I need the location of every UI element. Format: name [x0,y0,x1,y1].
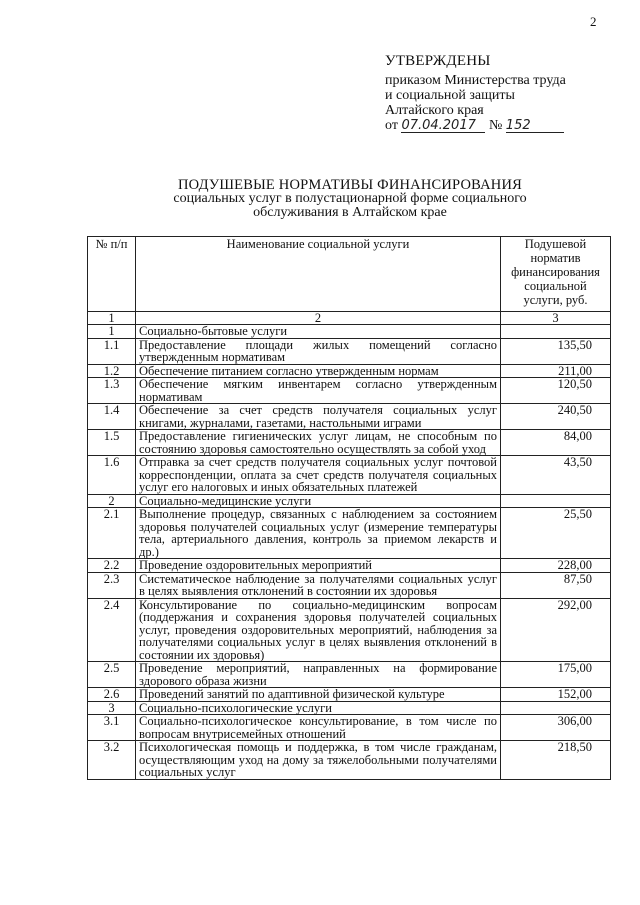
approval-line: приказом Министерства труда [385,73,566,88]
table-header-row [88,237,611,312]
section-row [88,325,611,339]
header-value: Подушевой норматив финансирования социальной услуги, руб. [501,237,611,312]
date-prefix: от [385,118,398,133]
row-service-name: Обеспечение питанием согласно утвержденным нормам [136,364,501,378]
row-norm-value: 84,00 [501,430,611,456]
table-index-row [88,312,611,325]
approval-stamp [385,54,566,133]
table-row [88,688,611,702]
header-num: № п/п [88,237,136,312]
norms-table [87,236,611,780]
row-number: 1.1 [88,338,136,364]
title-line: обслуживания в Алтайском крае [253,205,447,220]
row-service-name: Консультирование по социально-медицинским вопросам (поддержания и сохранения здоровья получателей социальных услуг, проведения оздоровительных мероприятий, наблюдения за получателями социальных услуг в целях выявления отклонений в состоянии их здоровья) [136,598,501,662]
row-norm-value [501,494,611,508]
row-number: 3 [88,701,136,715]
approval-date-line [385,118,566,133]
handwritten-date: 07.04.2017 [401,119,485,133]
table-row [88,508,611,559]
row-number: 3.1 [88,715,136,741]
row-number: 2.6 [88,688,136,702]
table-row [88,404,611,430]
row-norm-value: 87,50 [501,572,611,598]
row-number: 2.4 [88,598,136,662]
row-number: 2 [88,494,136,508]
row-norm-value: 292,00 [501,598,611,662]
row-norm-value: 306,00 [501,715,611,741]
number-prefix: № [488,118,503,133]
section-row [88,701,611,715]
row-norm-value: 218,50 [501,741,611,780]
row-number: 1.3 [88,378,136,404]
row-norm-value [501,325,611,339]
table-row [88,715,611,741]
row-number: 2.5 [88,662,136,688]
table-row [88,338,611,364]
row-service-name: Социально-психологическое консультирование, в том числе по вопросам внутрисемейных отношений [136,715,501,741]
row-service-name: Социально-медицинские услуги [136,494,501,508]
handwritten-number: 152 [506,119,564,133]
page-number: 2 [590,14,597,29]
row-number: 2.3 [88,572,136,598]
index-cell: 3 [501,312,611,325]
row-service-name: Обеспечение мягким инвентарем согласно утвержденным нормативам [136,378,501,404]
row-norm-value: 175,00 [501,662,611,688]
section-row [88,494,611,508]
table-row [88,456,611,495]
table-row [88,378,611,404]
row-number: 1.2 [88,364,136,378]
row-norm-value: 240,50 [501,404,611,430]
row-norm-value: 228,00 [501,559,611,573]
row-norm-value [501,701,611,715]
table-row [88,741,611,780]
row-service-name: Отправка за счет средств получателя социальных услуг почтовой корреспонденции, оплата за счет средств получателя социальных услуг его налоговых и иных обязательных платежей [136,456,501,495]
row-number: 1 [88,325,136,339]
row-number: 3.2 [88,741,136,780]
row-norm-value: 135,50 [501,338,611,364]
title-line: социальных услуг в полустационарной форме социального [173,191,527,206]
index-cell: 1 [88,312,136,325]
row-norm-value: 43,50 [501,456,611,495]
approval-heading: УТВЕРЖДЕНЫ [385,53,491,69]
row-norm-value: 25,50 [501,508,611,559]
row-service-name: Социально-психологические услуги [136,701,501,715]
row-number: 2.1 [88,508,136,559]
table-row [88,364,611,378]
title-line: ПОДУШЕВЫЕ НОРМАТИВЫ ФИНАНСИРОВАНИЯ [177,177,523,193]
row-norm-value: 152,00 [501,688,611,702]
table-row [88,662,611,688]
row-norm-value: 120,50 [501,378,611,404]
row-service-name: Проведений занятий по адаптивной физической культуре [136,688,501,702]
row-service-name: Предоставление площади жилых помещений согласно утвержденным нормативам [136,338,501,364]
index-cell: 2 [136,312,501,325]
row-service-name: Социально-бытовые услуги [136,325,501,339]
table-row [88,559,611,573]
row-service-name: Предоставление гигиенических услуг лицам, не способным по состоянию здоровья самостоятельно осуществлять за собой уход [136,430,501,456]
row-service-name: Психологическая помощь и поддержка, в том числе гражданам, осуществляющим уход на дому за тяжелобольными получателями социальных услуг [136,741,501,780]
row-service-name: Обеспечение за счет средств получателя социальных услуг книгами, журналами, газетами, настольными играми [136,404,501,430]
table-row [88,598,611,662]
row-service-name: Систематическое наблюдение за получателями социальных услуг в целях выявления отклонений в состоянии их здоровья [136,572,501,598]
header-name: Наименование социальной услуги [136,237,501,312]
row-number: 1.4 [88,404,136,430]
row-number: 2.2 [88,559,136,573]
row-number: 1.6 [88,456,136,495]
document-title [90,178,610,220]
table-row [88,572,611,598]
approval-line: Алтайского края [385,103,484,118]
row-number: 1.5 [88,430,136,456]
row-service-name: Выполнение процедур, связанных с наблюдением за состоянием здоровья получателей социальных услуг (измерение температуры тела, артериального давления, контроль за приемом лекарств и др.) [136,508,501,559]
row-service-name: Проведение мероприятий, направленных на формирование здорового образа жизни [136,662,501,688]
approval-line: и социальной защиты [385,88,515,103]
row-norm-value: 211,00 [501,364,611,378]
row-service-name: Проведение оздоровительных мероприятий [136,559,501,573]
table-row [88,430,611,456]
